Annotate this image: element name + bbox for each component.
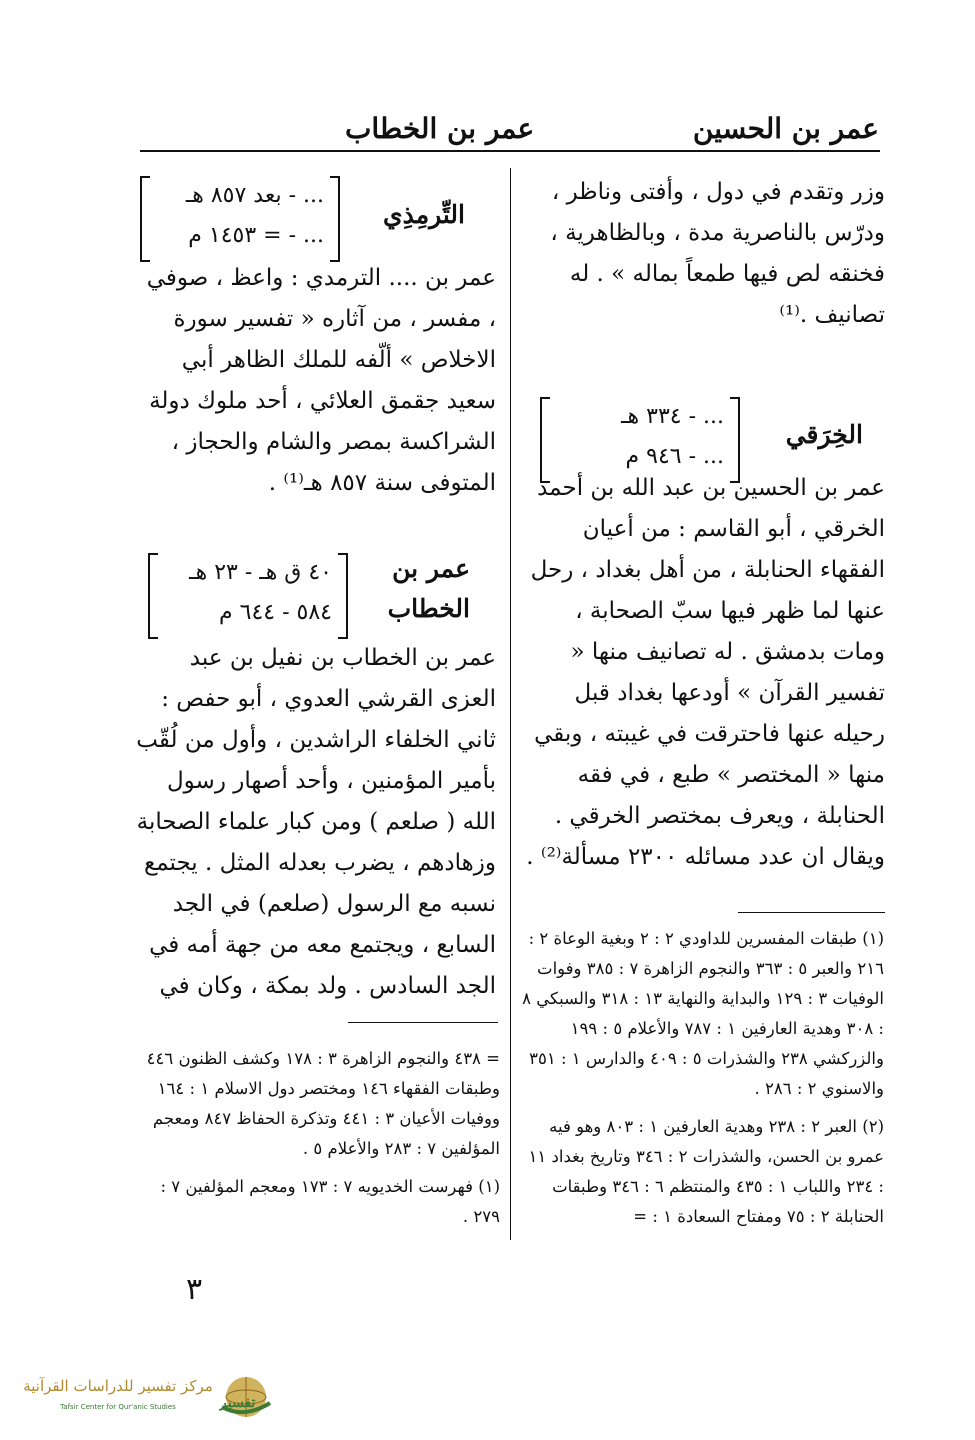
hijri-dates: ٤٠ ق هـ - ٢٣ هـ [189,560,332,585]
entry-body-tirmidhi [134,258,496,504]
footnote-left-1: = ٤٣٨ والنجوم الزاهرة ٣ : ١٧٨ وكشف الظنون ٤٤٦ وطبقات الفقهاء ١٤٦ ومختصر دول الاسلام ١ : ١٦٤ ووفيات الأعيان ٣ : ٤٤١ وتذكرة الحفاظ ٨٤٧ ومعجم المؤلفين ٧ : ٢٨٣ والأعلام ٥ . [146,1049,500,1158]
footnotes-right [522,924,884,1232]
running-header-left: عمر بن الخطاب [345,112,535,145]
footnote-right-1: (١) طبقات المفسرين للداودي ٢ : ٢ وبغية الوعاة ٢ : ٢١٦ والعبر ٥ : ٣٦٣ والنجوم الزاهرة ٧ : ٣٨٥ وفوات الوفيات ٣ : ١٢٩ والبداية والنهاية ١٣ : ٣١٨ والسبكي ٨ : ٣٠٨ وهدية العارفين ١ : ٧٨٧ والأعلام ٥ : ١٩٩ والزركشي ٢٣٨ والشذرات ٥ : ٤٠٩ والدارس ١ : ٣٥١ والاسنوي ٢ : ٢٨٦ . [522,929,884,1098]
logo-english-text: Tafsir Center for Qur'anic Studies [60,1403,176,1411]
footnote-rule-right [738,912,885,913]
bracket-right [330,176,340,262]
hijri-dates: ... - ٣٣٤ هـ [621,404,724,429]
column-separator [510,168,511,1240]
entry-body-umar [134,638,496,1007]
bracket-left [148,553,158,639]
entry-name-tirmidhi: التِّرمِذِي [383,200,465,229]
gregorian-dates: ... - = ١٤٥٣ م [188,223,324,248]
gregorian-dates: ... - ٩٤٦ م [625,444,724,469]
bracket-left [140,176,150,262]
entry-body-khiraqi [520,468,885,878]
entry-name-khiraqi: الخِرَقي [785,420,863,449]
right-column-continuation [520,172,885,336]
page-number: ٣ [186,1272,203,1307]
gregorian-dates: ٥٨٤ - ٦٤٤ م [219,600,332,625]
dates-box-tirmidhi [140,176,340,260]
footnote-right-2: (٢) العبر ٢ : ٢٣٨ وهدية العارفين ١ : ٨٠٣ وهو فيه عمرو بن الحسن، والشذرات ٢ : ٣٤٦ وتاريخ بغداد ١١ : ٢٣٤ واللباب ١ : ٤٣٥ والمنتظم ٦ : ٣٤٦ وطبقات الحنابلة ٢ : ٧٥ ومفتاح السعادة ١ : = [528,1117,884,1226]
footnote-rule-left [348,1022,498,1023]
bracket-right [338,553,348,639]
entry-name-umar-line2: الخطاب [387,594,470,623]
footnotes-left [134,1044,500,1232]
footnote-left-2: (١) فهرست الخديويه ٧ : ١٧٣ ومعجم المؤلفين ٧ : ٢٧٩ . [160,1177,500,1226]
tafsir-center-logo [16,1373,272,1425]
hijri-dates: ... - بعد ٨٥٧ هـ [185,183,324,208]
tirmidhi-text: عمر بن .... الترمدي : واعظ ، صوفي ، مفسر ، من آثاره « تفسير سورة الاخلاص » ألّفه للملك الظاهر أبي سعيد جقمق العلائي ، أحد ملوك دولة الشراكسة بمصر والشام والحجاز ، المتوفى سنة ٨٥٧ هـ⁽¹⁾ . [146,265,496,496]
running-header-right: عمر بن الحسين [692,112,879,145]
continuation-text: وزر وتقدم في دول ، وأفتى وناظر ، ودرّس بالناصرية مدة ، وبالظاهرية ، فخنقه لص فيها طمعاً بماله » . له تصانيف .⁽¹⁾ [550,179,885,328]
header-rule [140,150,880,152]
entry-name-umar-line1: عمر بن [392,554,470,583]
logo-mark-text: تفسير [220,1395,256,1411]
khiraqi-text: عمر بن الحسين بن عبد الله بن أحمد الخرقي ، أبو القاسم : من أعيان الفقهاء الحنابلة ، من أهل بغداد ، رحل عنها لما ظهر فيها سبّ الصحابة ، ومات بدمشق . له تصانيف منها « تفسير القرآن » أودعها بغداد قبل رحيله عنها فاحترقت في غيبته ، وبقي منها « المختصر » طبع ، في فقه الحنابلة ، ويعرف بمختصر الخرقي . ويقال ان عدد مسائله ٢٣٠٠ مسألة⁽²⁾ . [526,475,885,870]
dates-box-umar [148,553,348,637]
umar-text: عمر بن الخطاب بن نفيل بن عبد العزى القرشي العدوي ، أبو حفص : ثاني الخلفاء الراشدين ، وأول من لُقّب بأمير المؤمنين ، وأحد أصهار رسول الله ( صلعم ) ومن كبار علماء الصحابة وزهادهم ، يضرب بعدله المثل . يجتمع نسبه مع الرسول (صلعم) في الجد السابع ، ويجتمع معه من جهة أمه في الجد السادس . ولد بمكة ، وكان في [136,645,496,999]
logo-arabic-text: مركز تفسير للدراسات القرآنية [23,1377,213,1395]
